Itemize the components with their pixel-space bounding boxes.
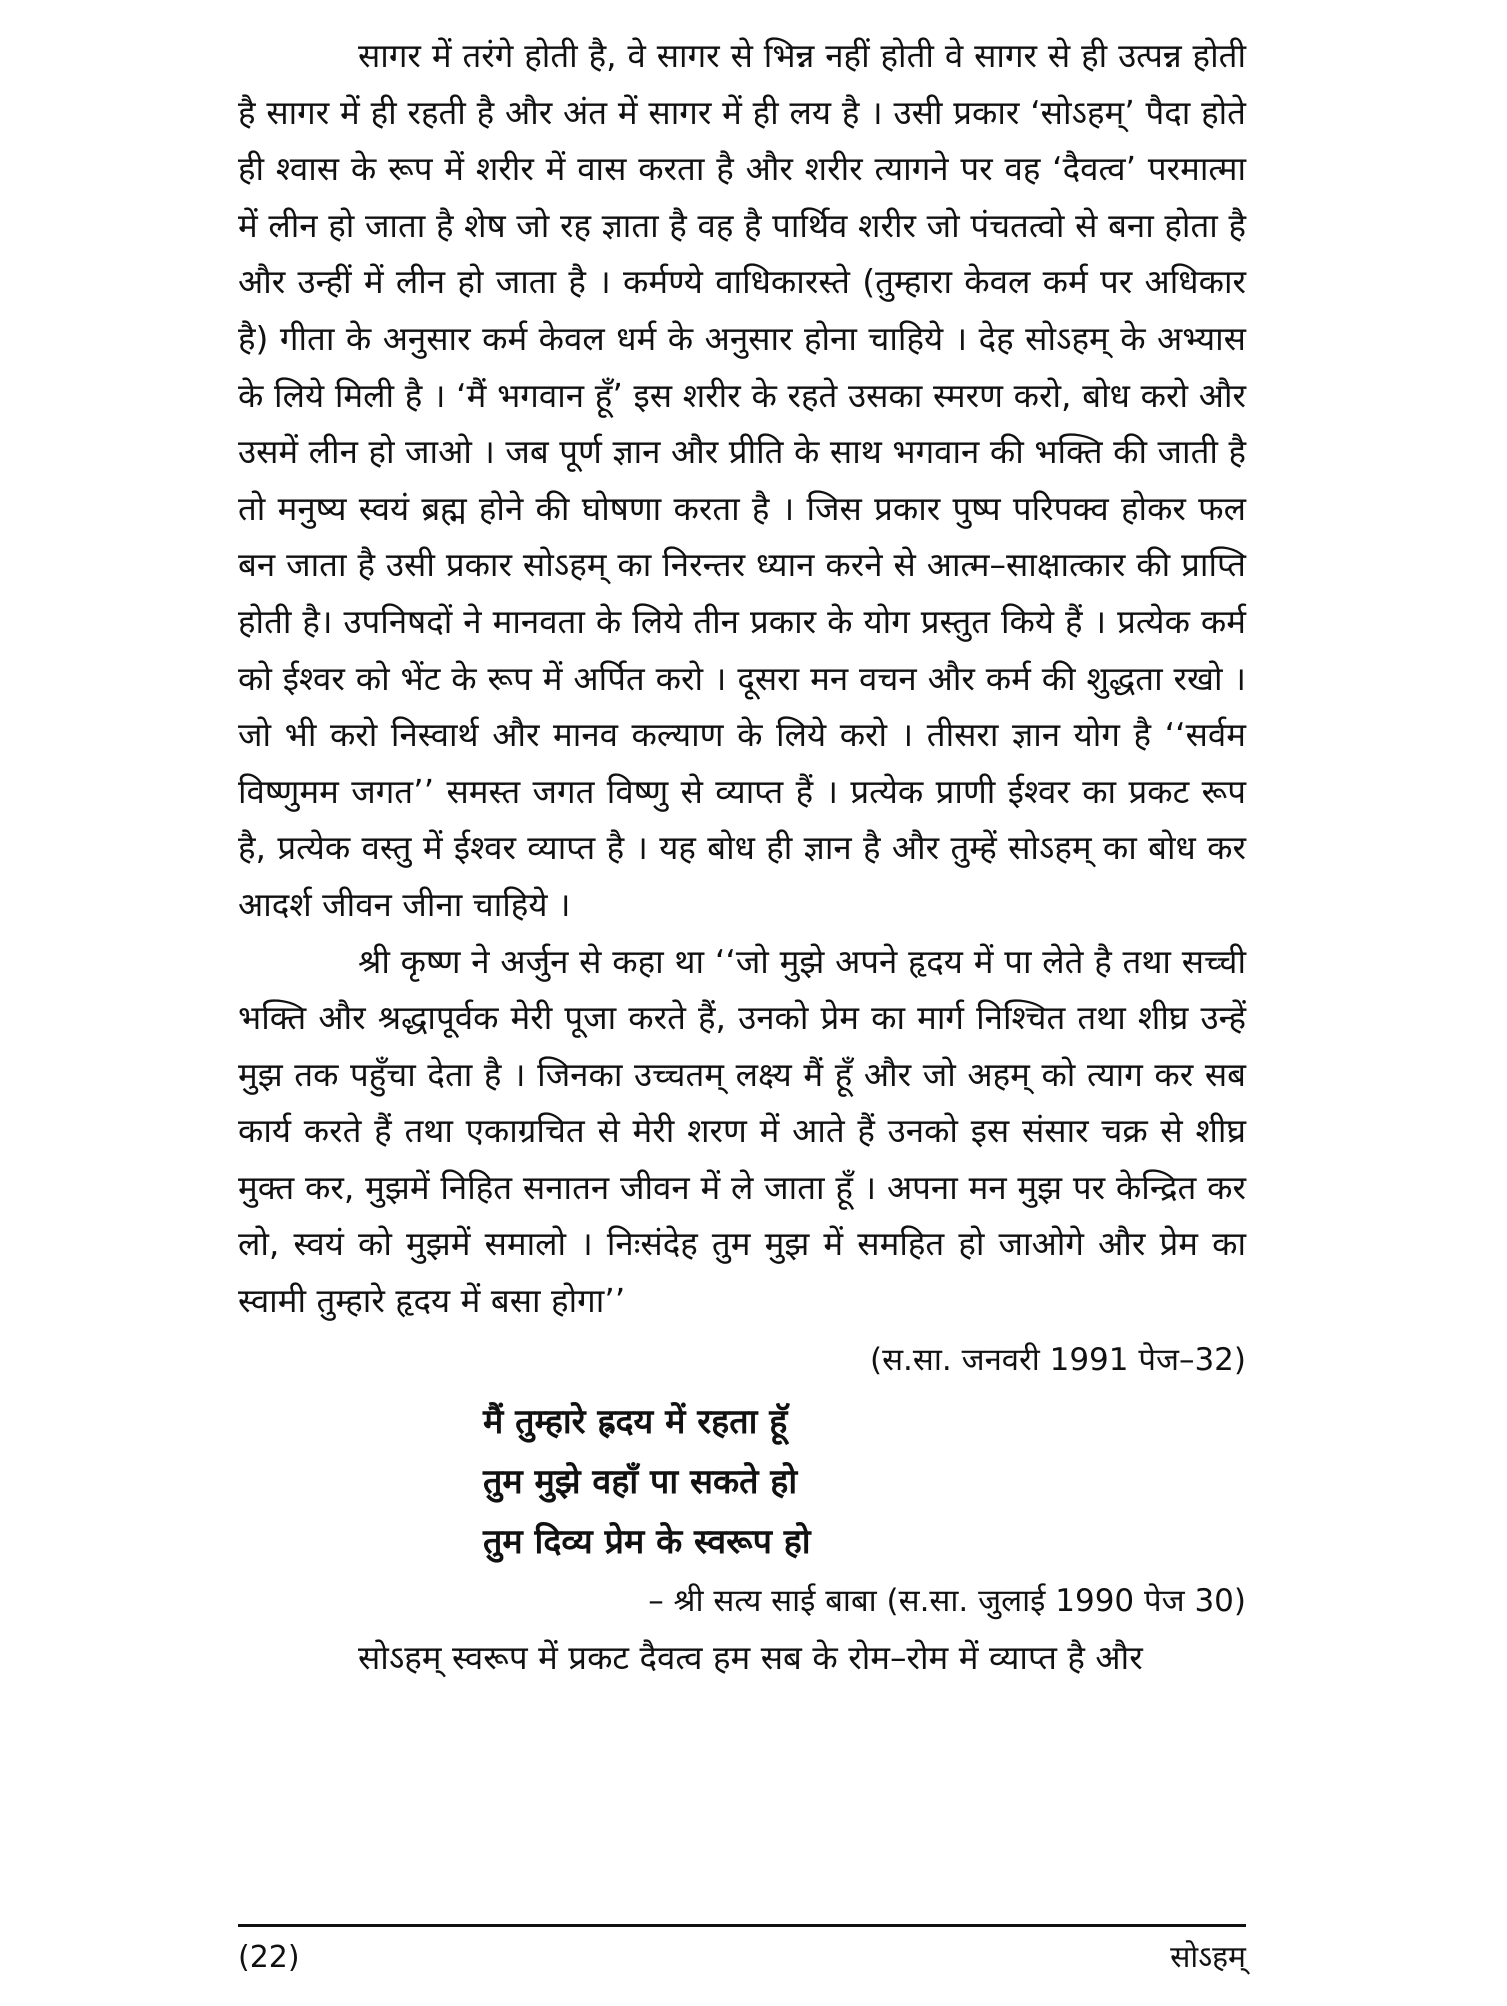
verse-line-2: तुम मुझे वहाँ पा सकते हो: [483, 1461, 798, 1502]
page-number: (22): [238, 1940, 300, 1975]
footer-divider: [238, 1924, 1246, 1927]
verse-block: [483, 1392, 1246, 1572]
paragraph-2: श्री कृष्ण ने अर्जुन से कहा था ‘‘जो मुझे अपने हृदय में पा लेते है तथा सच्ची भक्ति और श्रद्धापूर्वक मेरी पूजा करते हैं, उनको प्रेम का मार्ग निश्चित तथा शीघ्र उन्हें मुझ तक पहुँचा देता है । जिनका उच्चतम् लक्ष्य मैं हूँ और जो अहम् को त्याग कर सब कार्य करते हैं तथा एकाग्रचित से मेरी शरण में आते हैं उनको इस संसार चक्र से शीघ्र मुक्त कर, मुझमें निहित सनातन जीवन में ले जाता हूँ । अपना मन मुझ पर केन्द्रित कर लो, स्वयं को मुझमें समालो । निःसंदेह तुम मुझ में समहित हो जाओगे और प्रेम का स्वामी तुम्हारे हृदय में बसा होगा’’: [238, 941, 1246, 1321]
verse-line-1: मैं तुम्हारे ह्रदय में रहता हूॅ: [483, 1401, 788, 1442]
citation-january-1991: (स.सा. जनवरी 1991 पेज–32): [870, 1341, 1246, 1378]
verse-line-3: तुम दिव्य प्रेम के स्वरूप हो: [483, 1521, 811, 1562]
paragraph-1: सागर में तरंगे होती है, वे सागर से भिन्न नहीं होती वे सागर से ही उत्पन्न होती है सागर में ही रहती है और अंत में सागर में ही लय है । उसी प्रकार ‘सोऽहम्’ पैदा होते ही श्वास के रूप में शरीर में वास करता है और शरीर त्यागने पर वह ‘दैवत्व’ परमात्मा में लीन हो जाता है शेष जो रह ज्ञाता है वह है पार्थिव शरीर जो पंचतत्वो से बना होता है और उन्हीं में लीन हो जाता है । कर्मण्ये वाधिकारस्ते (तुम्हारा केवल कर्म पर अधिकार है) गीता के अनुसार कर्म केवल धर्म के अनुसार होना चाहिये । देह सोऽहम् के अभ्यास के लिये मिली है । ‘मैं भगवान हूँ’ इस शरीर के रहते उसका स्मरण करो, बोध करो और उसमें लीन हो जाओ । जब पूर्ण ज्ञान और प्रीति के साथ भगवान की भक्ति की जाती है तो मनुष्य स्वयं ब्रह्म होने की घोषणा करता है । जिस प्रकार पुष्प परिपक्व होकर फल बन जाता है उसी प्रकार सोऽहम् का निरन्तर ध्यान करने से आत्म–साक्षात्कार की प्राप्ति होती है। उपनिषदों ने मानवता के लिये तीन प्रकार के योग प्रस्तुत किये हैं । प्रत्येक कर्म को ईश्वर को भेंट के रूप में अर्पित करो । दूसरा मन वचन और कर्म की शुद्धता रखो । जो भी करो निस्वार्थ और मानव कल्याण के लिये करो । तीसरा ज्ञान योग है ‘‘सर्वम विष्णुमम जगत’’ समस्त जगत विष्णु से व्याप्त हैं । प्रत्येक प्राणी ईश्वर का प्रकट रूप है, प्रत्येक वस्तु में ईश्वर व्याप्त है । यह बोध ही ज्ञान है और तुम्हें सोऽहम् का बोध कर आदर्श जीवन जीना चाहिये ।: [238, 36, 1246, 924]
page-footer: [238, 1938, 1246, 1978]
closing-line: सोऽहम् स्वरूप में प्रकट दैवत्व हम सब के रोम–रोम में व्याप्त है और: [358, 1637, 1143, 1677]
verse-attribution: – श्री सत्य साई बाबा (स.सा. जुलाई 1990 पेज 30): [648, 1582, 1246, 1619]
running-title: सोऽहम्: [1170, 1940, 1246, 1975]
page-content: [238, 28, 1246, 1686]
